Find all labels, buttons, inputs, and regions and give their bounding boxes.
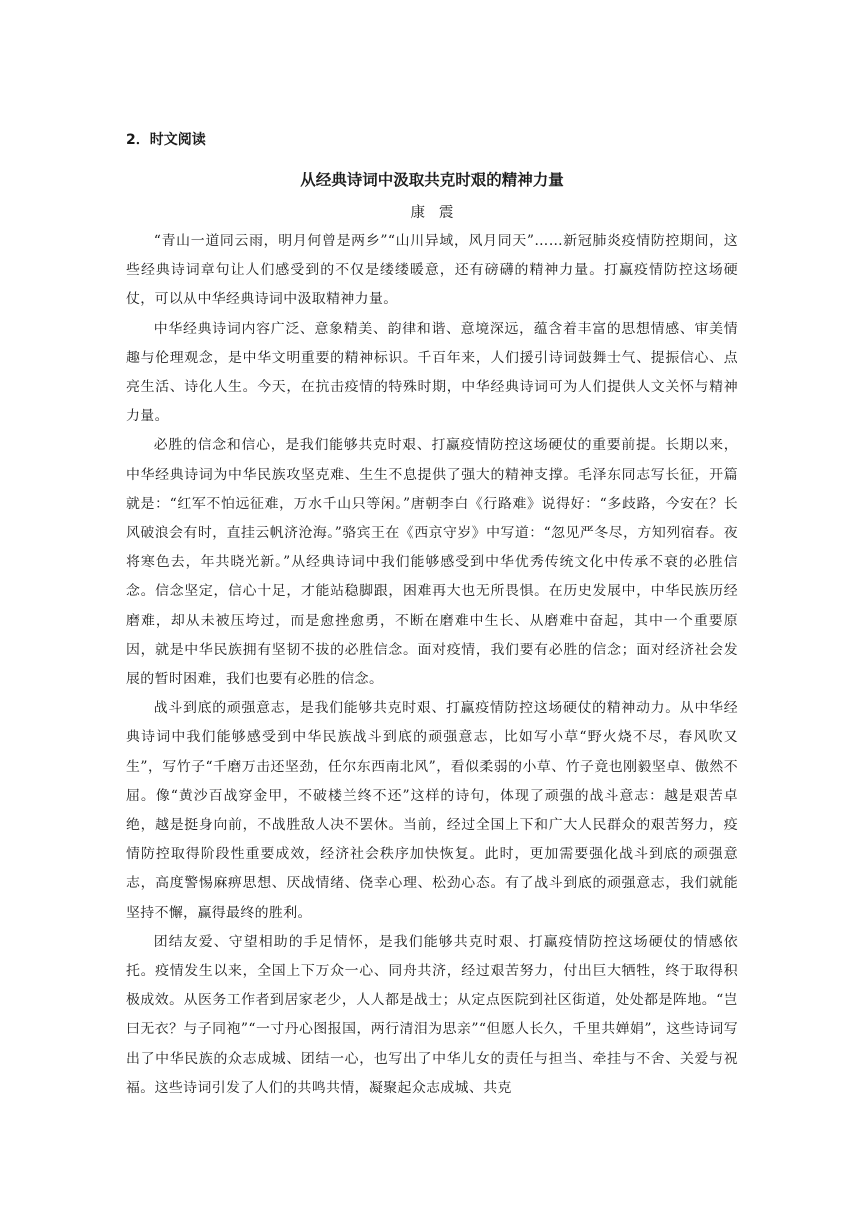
paragraph-5: 团结友爱、守望相助的手足情怀，是我们能够共克时艰、打赢疫情防控这场硬仗的情感依托。疫情发生以来，全国上下万众一心、同舟共济，经过艰苦努力，付出巨大牺牲，终于取得积极成效。从医务工作者到居家老少，人人都是战士；从定点医院到社区街道，处处都是阵地。“岂曰无衣？与子同袍”“一寸丹心图报国，两行清泪为思亲”“但愿人长久，千里共婵娟”，这些诗词写出了中华民族的众志成城、团结一心，也写出了中华儿女的责任与担当、牵挂与不舍、关爱与祝福。这些诗词引发了人们的共鸣共情，凝聚起众志成城、共克	[126, 933, 738, 1096]
paragraph-3: 必胜的信念和信心，是我们能够共克时艰、打赢疫情防控这场硬仗的重要前提。长期以来，中华经典诗词为中华民族攻坚克难、生生不息提供了强大的精神支撑。毛泽东同志写长征，开篇就是：“红军不怕远征难，万水千山只等闲。”唐朝李白《行路难》说得好：“多歧路，今安在？长风破浪会有时，直挂云帆济沧海。”骆宾王在《西京守岁》中写道：“忽见严冬尽，方知列宿春。夜将寒色去，年共晓光新。”从经典诗词中我们能够感受到中华优秀传统文化中传承不衰的必胜信念。信念坚定，信心十足，才能站稳脚跟，困难再大也无所畏惧。在历史发展中，中华民族历经磨难，却从未被压垮过，而是愈挫愈勇，不断在磨难中生长、从磨难中奋起，其中一个重要原因，就是中华民族拥有坚韧不拔的必胜信念。面对疫情，我们要有必胜的信念；面对经济社会发展的暂时困难，我们也要有必胜的信念。	[126, 437, 738, 688]
article-title: 从经典诗词中汲取共克时艰的精神力量	[300, 171, 564, 189]
document-page	[126, 128, 738, 1103]
paragraph-2: 中华经典诗词内容广泛、意象精美、韵律和谐、意境深远，蕴含着丰富的思想情感、审美情趣与伦理观念，是中华文明重要的精神标识。千百年来，人们援引诗词鼓舞士气、提振信心、点亮生活、诗化人生。今天，在抗击疫情的特殊时期，中华经典诗词可为人们提供人文关怀与精神力量。	[126, 320, 738, 425]
paragraph-4: 战斗到底的顽强意志，是我们能够共克时艰、打赢疫情防控这场硬仗的精神动力。从中华经典诗词中我们能够感受到中华民族战斗到底的顽强意志，比如写小草“野火烧不尽，春风吹又生”，写竹子“千磨万击还坚劲，任尔东西南北风”，看似柔弱的小草、竹子竟也刚毅坚卓、傲然不屈。像“黄沙百战穿金甲，不破楼兰终不还”这样的诗句，体现了顽强的战斗意志：越是艰苦卓绝，越是挺身向前，不战胜敌人决不罢休。当前，经过全国上下和广大人民群众的艰苦努力，疫情防控取得阶段性重要成效，经济社会秩序加快恢复。此时，更加需要强化战斗到底的顽强意志，高度警惕麻痹思想、厌战情绪、侥幸心理、松劲心态。有了战斗到底的顽强意志，我们就能坚持不懈，赢得最终的胜利。	[126, 700, 738, 921]
section-heading: 2．时文阅读	[126, 132, 206, 148]
paragraph-1: “青山一道同云雨，明月何曾是两乡”“山川异域，风月同天”……新冠肺炎疫情防控期间，这些经典诗词章句让人们感受到的不仅是缕缕暖意，还有磅礴的精神力量。打赢疫情防控这场硬仗，可以从中华经典诗词中汲取精神力量。	[126, 233, 738, 308]
article-author: 康震	[410, 205, 468, 221]
